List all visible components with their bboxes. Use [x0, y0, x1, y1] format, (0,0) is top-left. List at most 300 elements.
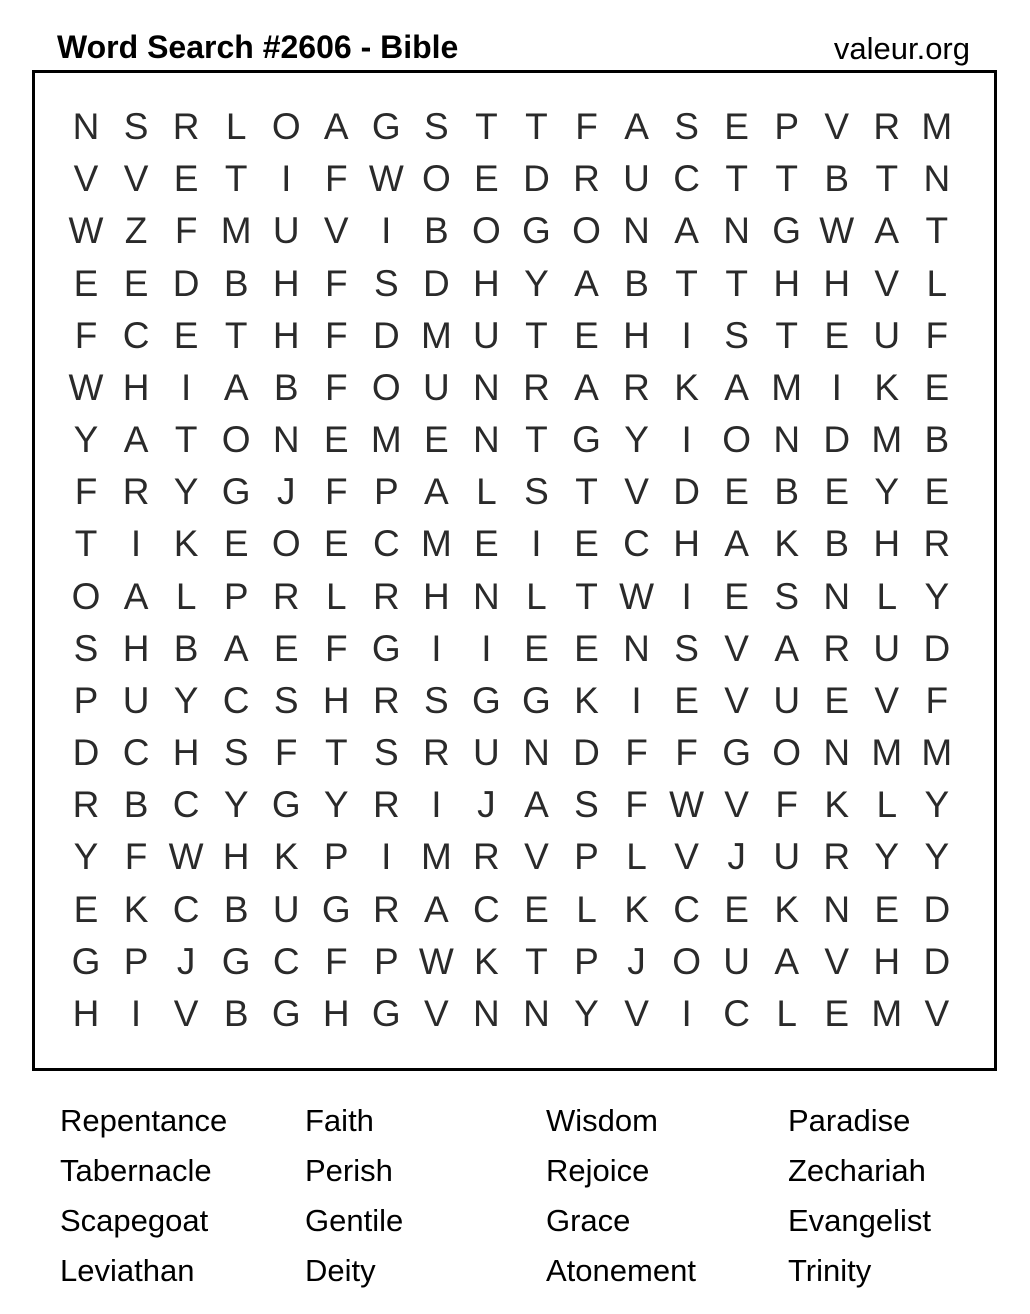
grid-cell-r9c16: B [824, 523, 850, 565]
grid-cell-r16c14: E [724, 888, 749, 930]
grid-cell-r17c7: P [373, 940, 399, 982]
grid-cell-r4c13: T [675, 262, 698, 304]
grid-cell-r2c10: D [523, 158, 550, 200]
word-item: Zechariah [788, 1153, 926, 1188]
grid-cell-r13c3: H [172, 732, 200, 774]
grid-cell-r9c13: H [673, 523, 700, 565]
grid-cell-r15c1: Y [73, 836, 99, 878]
grid-cell-r11c13: S [674, 627, 699, 669]
grid-cell-r14c3: C [172, 784, 200, 826]
grid-cell-r5c18: F [925, 314, 949, 356]
grid-cell-r13c9: U [473, 732, 500, 774]
grid-cell-r7c14: O [722, 419, 752, 461]
grid-cell-r14c1: R [72, 784, 100, 826]
grid-cell-r5c3: E [173, 314, 199, 356]
grid-cell-r15c13: V [674, 836, 699, 878]
grid-cell-r3c1: W [68, 210, 104, 252]
grid-cell-r3c14: N [723, 210, 750, 252]
grid-cell-r2c16: B [824, 158, 850, 200]
grid-cell-r4c10: Y [524, 262, 549, 304]
grid-cell-r2c17: T [875, 158, 899, 200]
grid-cell-r10c18: Y [924, 575, 950, 617]
grid-cell-r15c14: J [727, 836, 746, 878]
grid-cell-r18c16: E [824, 993, 850, 1034]
grid-cell-r10c9: N [473, 575, 500, 617]
grid-cell-r4c18: L [926, 262, 948, 304]
grid-cell-r18c7: G [371, 993, 401, 1034]
grid-cell-r2c12: U [623, 158, 650, 200]
grid-cell-r18c14: C [723, 993, 750, 1034]
grid-cell-r15c5: K [273, 836, 299, 878]
grid-cell-r3c3: F [174, 210, 198, 252]
grid-cell-r18c5: G [271, 993, 301, 1034]
grid-cell-r10c5: R [272, 575, 300, 617]
grid-cell-r14c7: R [372, 784, 400, 826]
grid-cell-r3c10: G [522, 210, 551, 252]
grid-cell-r4c8: D [422, 262, 450, 304]
grid-cell-r6c16: I [831, 366, 842, 408]
grid-cell-r12c8: S [424, 679, 449, 721]
grid-cell-r17c13: O [672, 940, 701, 982]
grid-cell-r13c2: C [122, 732, 150, 774]
grid-cell-r12c9: G [472, 679, 501, 721]
grid-cell-r15c6: P [323, 836, 349, 878]
grid-cell-r14c13: W [669, 784, 705, 826]
grid-cell-r7c13: I [681, 419, 692, 461]
grid-cell-r1c5: O [271, 106, 301, 148]
grid-cell-r16c1: E [73, 888, 99, 930]
grid-cell-r11c9: I [481, 627, 492, 669]
word-item: Leviathan [60, 1253, 195, 1288]
grid-cell-r3c8: B [424, 210, 449, 252]
grid-cell-r1c2: S [123, 106, 149, 148]
word-item: Trinity [788, 1253, 872, 1288]
grid-cell-r1c10: T [525, 106, 548, 148]
grid-cell-r13c6: T [324, 732, 348, 774]
word-list [0, 1096, 1030, 1296]
grid-cell-r12c3: Y [173, 679, 199, 721]
grid-cell-r4c5: H [272, 262, 300, 304]
grid-cell-r5c6: F [324, 314, 348, 356]
grid-cell-r17c11: P [574, 940, 599, 982]
grid-cell-r8c11: T [575, 471, 598, 513]
grid-cell-r9c6: E [323, 523, 349, 565]
grid-cell-r18c8: V [424, 993, 449, 1034]
grid-cell-r17c15: A [774, 940, 800, 982]
grid-cell-r10c2: A [123, 575, 149, 617]
grid-cell-r1c6: A [323, 106, 349, 148]
grid-cell-r4c7: S [373, 262, 399, 304]
word-item: Rejoice [546, 1153, 650, 1188]
grid-cell-r4c16: H [823, 262, 851, 304]
grid-cell-r16c9: C [473, 888, 500, 930]
grid-cell-r6c6: F [324, 366, 348, 408]
grid-cell-r16c13: C [673, 888, 700, 930]
grid-cell-r1c12: A [624, 106, 649, 148]
grid-cell-r8c8: A [424, 471, 449, 513]
grid-cell-r4c14: T [725, 262, 748, 304]
grid-cell-r5c11: E [574, 314, 599, 356]
grid-cell-r6c4: A [223, 366, 249, 408]
grid-cell-r6c14: A [724, 366, 749, 408]
grid-cell-r17c12: J [627, 940, 646, 982]
grid-cell-r8c7: P [373, 471, 399, 513]
grid-cell-r16c16: N [823, 888, 851, 930]
grid-cell-r17c2: P [123, 940, 149, 982]
grid-cell-r9c11: E [574, 523, 599, 565]
grid-cell-r12c6: H [322, 679, 350, 721]
grid-cell-r6c18: E [924, 366, 950, 408]
grid-cell-r1c7: G [371, 106, 401, 148]
grid-cell-r7c10: T [525, 419, 548, 461]
grid-cell-r15c4: H [222, 836, 250, 878]
grid-cell-r6c3: I [180, 366, 192, 408]
grid-cell-r4c9: H [473, 262, 500, 304]
grid-cell-r15c12: L [626, 836, 647, 878]
grid-cell-r2c14: T [725, 158, 748, 200]
grid-cell-r15c3: W [168, 836, 204, 878]
grid-cell-r10c8: H [422, 575, 450, 617]
grid-cell-r6c13: K [674, 366, 699, 408]
grid-cell-r17c17: H [873, 940, 901, 982]
grid-cell-r4c12: B [624, 262, 649, 304]
word-item: Paradise [788, 1103, 911, 1138]
grid-cell-r8c3: Y [173, 471, 199, 513]
grid-cell-r14c16: K [824, 784, 850, 826]
grid-cell-r16c18: D [923, 888, 951, 930]
grid-cell-r18c15: L [776, 993, 797, 1034]
grid-cell-r16c5: U [272, 888, 300, 930]
grid-cell-r7c17: M [871, 419, 903, 461]
grid-cell-r11c17: U [873, 627, 901, 669]
word-item: Faith [305, 1103, 374, 1138]
site-name: valeur.org [833, 31, 970, 66]
grid-cell-r8c15: B [774, 471, 800, 513]
grid-cell-r3c12: N [623, 210, 650, 252]
grid-cell-r2c11: R [573, 158, 600, 200]
grid-cell-r6c2: H [122, 366, 150, 408]
grid-cell-r18c10: N [523, 993, 550, 1034]
grid-cell-r18c13: I [681, 993, 692, 1034]
grid-cell-r5c16: E [824, 314, 850, 356]
grid-cell-r11c1: S [73, 627, 99, 669]
grid-cell-r16c12: K [624, 888, 649, 930]
grid-cell-r11c7: G [371, 627, 401, 669]
grid-cell-r12c4: C [222, 679, 250, 721]
grid-cell-r15c7: I [381, 836, 392, 878]
grid-cell-r9c12: C [623, 523, 650, 565]
grid-cell-r5c5: H [272, 314, 300, 356]
grid-cell-r14c11: S [574, 784, 599, 826]
grid-cell-r11c3: B [173, 627, 199, 669]
grid-cell-r10c17: L [876, 575, 898, 617]
grid-cell-r2c4: T [224, 158, 248, 200]
grid-cell-r13c17: M [871, 732, 903, 774]
grid-cell-r17c4: G [221, 940, 251, 982]
grid-cell-r15c2: F [124, 836, 148, 878]
grid-cell-r9c3: K [173, 523, 199, 565]
grid-cell-r7c15: N [773, 419, 801, 461]
grid-cell-r8c12: V [624, 471, 649, 513]
grid-cell-r1c1: N [72, 106, 100, 148]
grid-cell-r14c12: F [625, 784, 648, 826]
grid-cell-r12c10: G [522, 679, 551, 721]
grid-cell-r11c16: R [823, 627, 851, 669]
grid-cell-r10c13: I [681, 575, 692, 617]
grid-cell-r6c1: W [68, 366, 104, 408]
grid-cell-r5c10: T [525, 314, 548, 356]
grid-cell-r2c9: E [474, 158, 499, 200]
grid-cell-r18c4: B [223, 993, 249, 1034]
grid-cell-r10c15: S [774, 575, 800, 617]
grid-cell-r4c1: E [73, 262, 99, 304]
grid-cell-r13c11: D [573, 732, 600, 774]
grid-cell-r9c5: O [271, 523, 301, 565]
grid-cell-r15c9: R [473, 836, 500, 878]
grid-cell-r1c13: S [674, 106, 699, 148]
grid-cell-r15c8: M [420, 836, 452, 878]
grid-cell-r3c16: W [819, 210, 855, 252]
grid-cell-r5c14: S [724, 314, 749, 356]
grid-cell-r15c11: P [574, 836, 599, 878]
grid-cell-r18c6: H [322, 993, 350, 1034]
word-item: Wisdom [546, 1103, 658, 1138]
grid-cell-r16c10: E [524, 888, 549, 930]
grid-cell-r7c8: E [424, 419, 449, 461]
grid-cell-r12c1: P [73, 679, 99, 721]
grid-cell-r6c11: A [574, 366, 599, 408]
grid-cell-r5c9: U [473, 314, 500, 356]
grid-cell-r3c2: Z [124, 210, 148, 252]
grid-cell-r8c17: Y [874, 471, 900, 513]
grid-cell-r12c17: V [874, 679, 900, 721]
grid-cell-r9c9: E [474, 523, 499, 565]
grid-cell-r9c1: T [74, 523, 98, 565]
grid-cell-r13c8: R [422, 732, 450, 774]
grid-cell-r5c12: H [623, 314, 650, 356]
grid-cell-r2c2: V [123, 158, 149, 200]
grid-cell-r15c18: Y [924, 836, 950, 878]
grid-cell-r5c1: F [74, 314, 98, 356]
grid-cell-r16c3: C [172, 888, 200, 930]
grid-cell-r14c9: J [477, 784, 496, 826]
grid-cell-r13c15: O [772, 732, 802, 774]
grid-cell-r9c2: I [130, 523, 142, 565]
grid-cell-r17c18: D [923, 940, 951, 982]
grid-cell-r4c6: F [324, 262, 348, 304]
grid-cell-r2c18: N [923, 158, 951, 200]
grid-cell-r12c7: R [372, 679, 400, 721]
grid-cell-r10c10: L [526, 575, 547, 617]
grid-cell-r2c15: T [775, 158, 798, 200]
grid-cell-r9c14: A [724, 523, 749, 565]
grid-cell-r16c17: E [874, 888, 900, 930]
grid-cell-r7c11: G [572, 419, 601, 461]
grid-cell-r3c5: U [272, 210, 300, 252]
grid-cell-r17c16: V [824, 940, 850, 982]
grid-cell-r11c11: E [574, 627, 599, 669]
grid-cell-r9c4: E [223, 523, 249, 565]
grid-cell-r6c9: N [473, 366, 500, 408]
grid-cell-r4c4: B [223, 262, 249, 304]
grid-cell-r4c11: A [574, 262, 599, 304]
grid-cell-r16c8: A [424, 888, 449, 930]
grid-cell-r11c14: V [724, 627, 749, 669]
grid-cell-r13c16: N [823, 732, 851, 774]
grid-cell-r4c15: H [773, 262, 801, 304]
grid-cell-r1c17: R [873, 106, 901, 148]
grid-cell-r12c2: U [122, 679, 150, 721]
grid-cell-r1c4: L [225, 106, 247, 148]
grid-cell-r1c14: E [724, 106, 749, 148]
grid-cell-r13c13: F [675, 732, 698, 774]
grid-cell-r10c6: L [325, 575, 347, 617]
grid-cell-r15c15: U [773, 836, 801, 878]
grid-cell-r8c4: G [221, 471, 251, 513]
grid-cell-r14c18: Y [924, 784, 950, 826]
grid-cell-r17c1: G [71, 940, 101, 982]
grid-cell-r8c9: L [476, 471, 497, 513]
grid-cell-r6c17: K [874, 366, 900, 408]
grid-cell-r8c6: F [324, 471, 348, 513]
grid-cell-r7c18: B [924, 419, 950, 461]
grid-cell-r2c8: O [421, 158, 451, 200]
grid-cell-r6c7: O [371, 366, 401, 408]
grid-cell-r4c2: E [123, 262, 149, 304]
grid-cell-r1c18: M [921, 106, 953, 148]
grid-cell-r12c5: S [273, 679, 299, 721]
grid-cell-r12c12: I [631, 679, 642, 721]
grid-cell-r9c15: K [774, 523, 800, 565]
grid-cell-r3c15: G [772, 210, 802, 252]
word-item: Scapegoat [60, 1203, 209, 1238]
grid-cell-r14c2: B [123, 784, 149, 826]
grid-cell-r1c11: F [575, 106, 598, 148]
grid-cell-r9c7: C [372, 523, 400, 565]
grid-cell-r5c7: D [372, 314, 400, 356]
grid-cell-r8c5: J [276, 471, 296, 513]
grid-cell-r15c10: V [524, 836, 549, 878]
grid-cell-r11c6: F [324, 627, 348, 669]
letter-grid [61, 101, 962, 1040]
grid-cell-r6c10: R [523, 366, 550, 408]
grid-cell-r8c16: E [824, 471, 850, 513]
grid-cell-r16c11: L [576, 888, 597, 930]
grid-cell-r1c16: V [824, 106, 850, 148]
grid-cell-r2c7: W [368, 158, 404, 200]
grid-cell-r17c14: U [723, 940, 750, 982]
grid-cell-r14c5: G [271, 784, 301, 826]
grid-cell-r4c3: D [172, 262, 200, 304]
grid-cell-r8c1: F [74, 471, 98, 513]
grid-cell-r14c4: Y [223, 784, 249, 826]
grid-cell-r16c15: K [774, 888, 800, 930]
grid-cell-r7c2: A [123, 419, 149, 461]
grid-cell-r10c14: E [724, 575, 749, 617]
word-item: Grace [546, 1203, 631, 1238]
grid-cell-r3c9: O [472, 210, 501, 252]
grid-cell-r18c18: V [924, 993, 950, 1034]
grid-cell-r3c17: A [874, 210, 900, 252]
grid-cell-r13c1: D [72, 732, 100, 774]
grid-cell-r11c12: N [623, 627, 650, 669]
grid-cell-r7c16: D [823, 419, 851, 461]
grid-cell-r11c2: H [122, 627, 150, 669]
grid-cell-r10c1: O [71, 575, 101, 617]
word-item: Repentance [60, 1103, 228, 1138]
grid-cell-r7c5: N [272, 419, 300, 461]
grid-cell-r10c4: P [223, 575, 249, 617]
grid-cell-r5c17: U [873, 314, 901, 356]
grid-cell-r12c18: F [925, 679, 949, 721]
grid-cell-r11c8: I [431, 627, 442, 669]
grid-cell-r3c4: M [220, 210, 252, 252]
grid-cell-r18c12: V [624, 993, 649, 1034]
grid-cell-r13c5: F [274, 732, 298, 774]
grid-cell-r1c9: T [475, 106, 498, 148]
grid-cell-r11c4: A [223, 627, 249, 669]
grid-cell-r12c14: V [724, 679, 749, 721]
grid-cell-r17c9: K [474, 940, 499, 982]
word-item: Tabernacle [60, 1153, 212, 1188]
grid-cell-r17c6: F [324, 940, 348, 982]
word-item: Gentile [305, 1203, 404, 1238]
grid-cell-r2c13: C [673, 158, 700, 200]
grid-cell-r2c6: F [324, 158, 348, 200]
grid-cell-r2c5: I [281, 158, 292, 200]
grid-cell-r3c11: O [572, 210, 601, 252]
grid-cell-r3c6: V [323, 210, 349, 252]
grid-cell-r18c2: I [130, 993, 142, 1034]
grid-cell-r6c8: U [422, 366, 450, 408]
grid-cell-r8c10: S [524, 471, 549, 513]
grid-cell-r12c11: K [574, 679, 599, 721]
grid-cell-r7c3: T [174, 419, 198, 461]
grid-cell-r5c2: C [122, 314, 150, 356]
grid-cell-r14c17: L [876, 784, 898, 826]
grid-cell-r4c17: V [874, 262, 900, 304]
grid-cell-r5c4: T [224, 314, 248, 356]
grid-cell-r12c15: U [773, 679, 801, 721]
grid-cell-r7c4: O [221, 419, 251, 461]
grid-cell-r9c8: M [420, 523, 452, 565]
grid-cell-r14c8: I [431, 784, 442, 826]
grid-cell-r18c1: H [72, 993, 100, 1034]
grid-cell-r7c12: Y [624, 419, 649, 461]
grid-cell-r17c8: W [418, 940, 454, 982]
grid-cell-r16c6: G [321, 888, 351, 930]
grid-cell-r17c3: J [176, 940, 196, 982]
grid-cell-r9c10: I [531, 523, 542, 565]
grid-cell-r18c3: V [173, 993, 199, 1034]
grid-cell-r6c5: B [273, 366, 299, 408]
grid-cell-r1c15: P [774, 106, 800, 148]
grid-cell-r2c1: V [73, 158, 99, 200]
grid-cell-r7c9: N [473, 419, 500, 461]
word-item: Evangelist [788, 1203, 932, 1238]
grid-cell-r1c3: R [172, 106, 200, 148]
grid-cell-r3c13: A [674, 210, 699, 252]
grid-cell-r10c3: L [175, 575, 197, 617]
grid-cell-r11c15: A [774, 627, 800, 669]
grid-cell-r7c6: E [323, 419, 349, 461]
grid-cell-r7c1: Y [73, 419, 99, 461]
grid-cell-r9c18: R [923, 523, 951, 565]
grid-cell-r13c4: S [223, 732, 249, 774]
grid-cell-r17c5: C [272, 940, 300, 982]
grid-cell-r14c14: V [724, 784, 749, 826]
grid-cell-r10c7: R [372, 575, 400, 617]
